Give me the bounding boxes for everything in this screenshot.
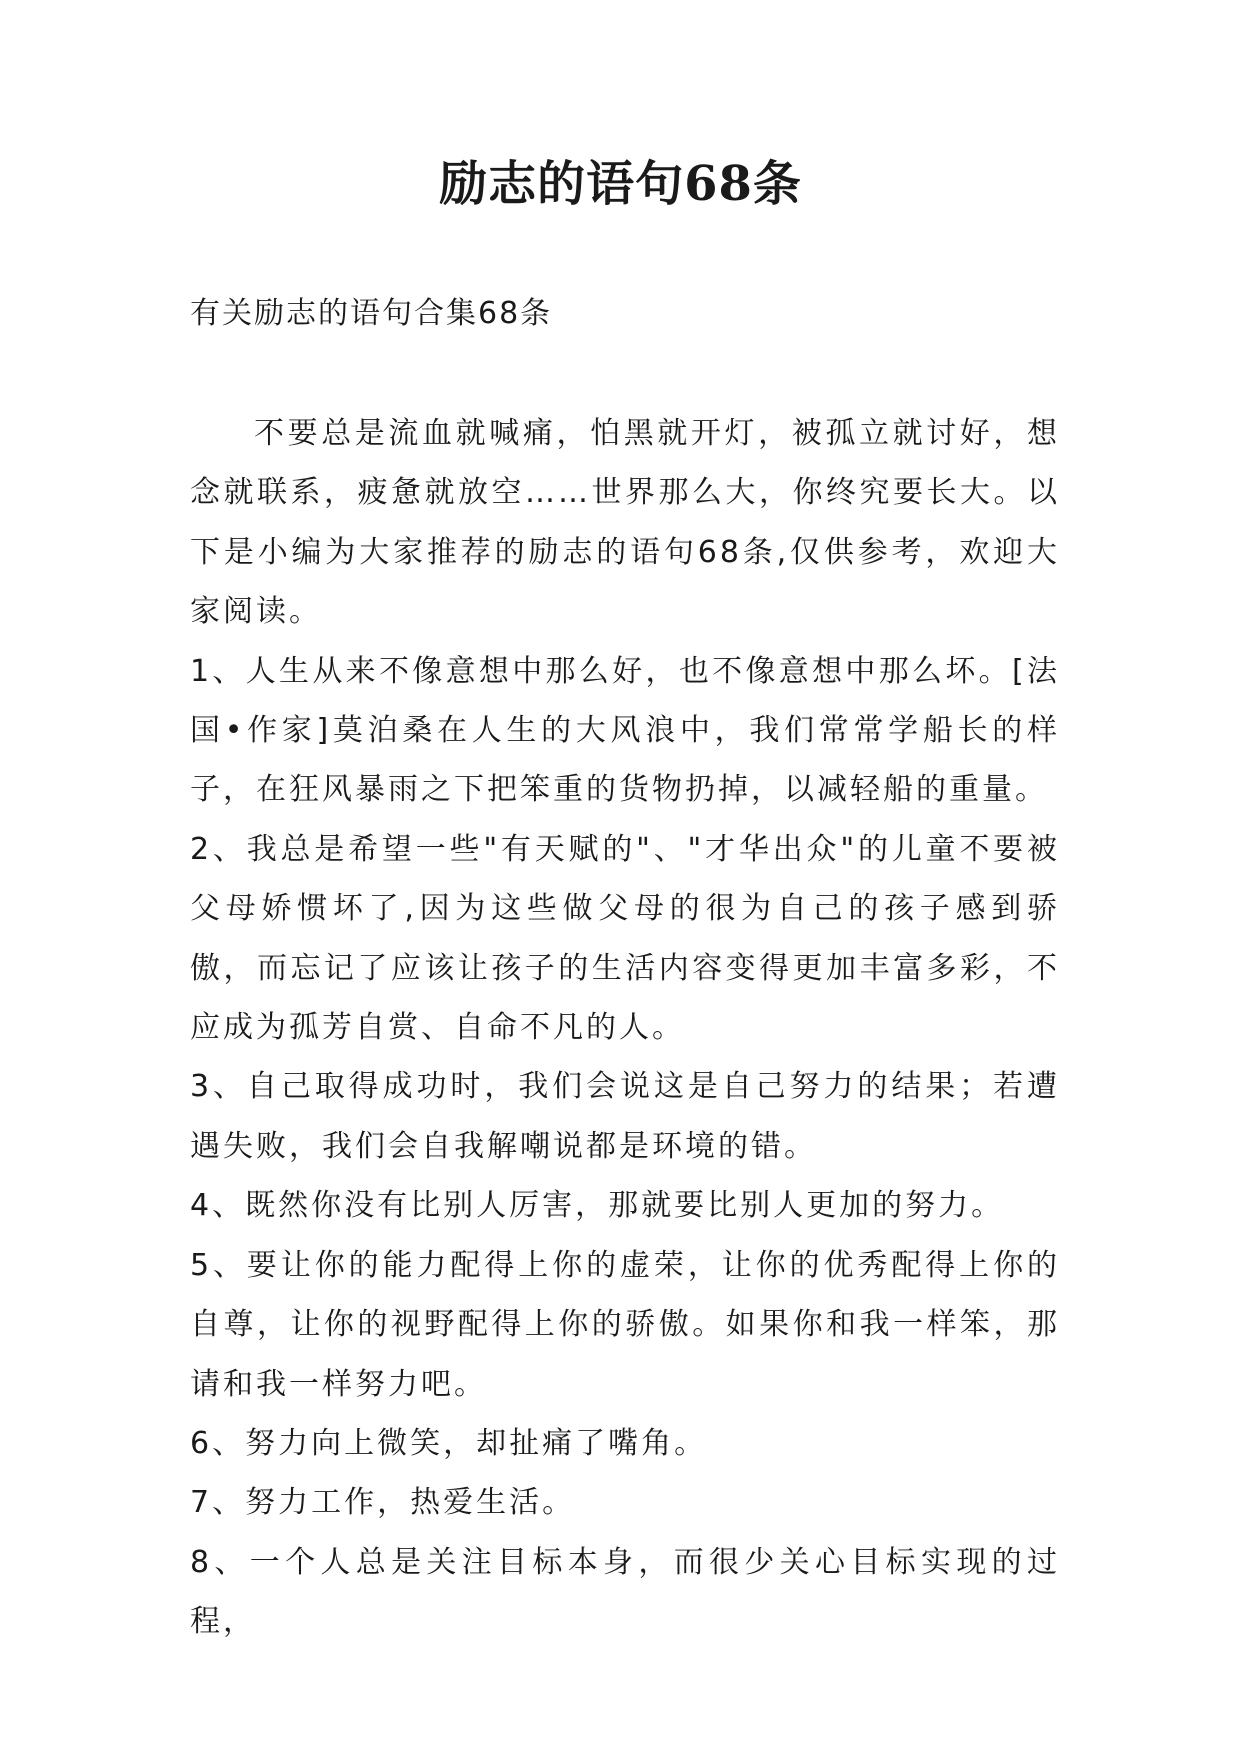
list-item: 2、我总是希望一些"有天赋的"、"才华出众"的儿童不要被父母娇惯坏了,因为这些做父母的很为自己的孩子感到骄傲，而忘记了应该让孩子的生活内容变得更加丰富多彩，不应成为孤芳自赏、自命不凡的人。 [190, 831, 1060, 1046]
list-item: 7、努力工作，热爱生活。 [190, 1485, 576, 1521]
document-subtitle: 有关励志的语句合集68条 [190, 296, 553, 331]
document-body [190, 404, 1060, 1652]
document-title: 励志的语句68条 [439, 156, 802, 212]
list-item: 4、既然你没有比别人厉害，那就要比别人更加的努力。 [190, 1188, 1005, 1224]
list-item: 3、自己取得成功时，我们会说这是自己努力的结果；若遭遇失败，我们会自我解嘲说都是环境的错。 [190, 1069, 1060, 1164]
list-item: 8、一个人总是关注目标本身，而很少关心目标实现的过程， [190, 1544, 1060, 1640]
list-item: 6、努力向上微笑，却扯痛了嘴角。 [190, 1425, 708, 1461]
list-item: 1、人生从来不像意想中那么好，也不像意想中那么坏。[法国•作家]莫泊桑在人生的大风浪中，我们常常学船长的样子，在狂风暴雨之下把笨重的货物扔掉，以减轻船的重量。 [190, 653, 1060, 808]
intro-paragraph: 不要总是流血就喊痛，怕黑就开灯，被孤立就讨好，想念就联系，疲惫就放空……世界那么大，你终究要长大。以下是小编为大家推荐的励志的语句68条,仅供参考，欢迎大家阅读。 [190, 416, 1060, 630]
list-item: 5、要让你的能力配得上你的虚荣，让你的优秀配得上你的自尊，让你的视野配得上你的骄傲。如果你和我一样笨，那请和我一样努力吧。 [190, 1247, 1060, 1402]
